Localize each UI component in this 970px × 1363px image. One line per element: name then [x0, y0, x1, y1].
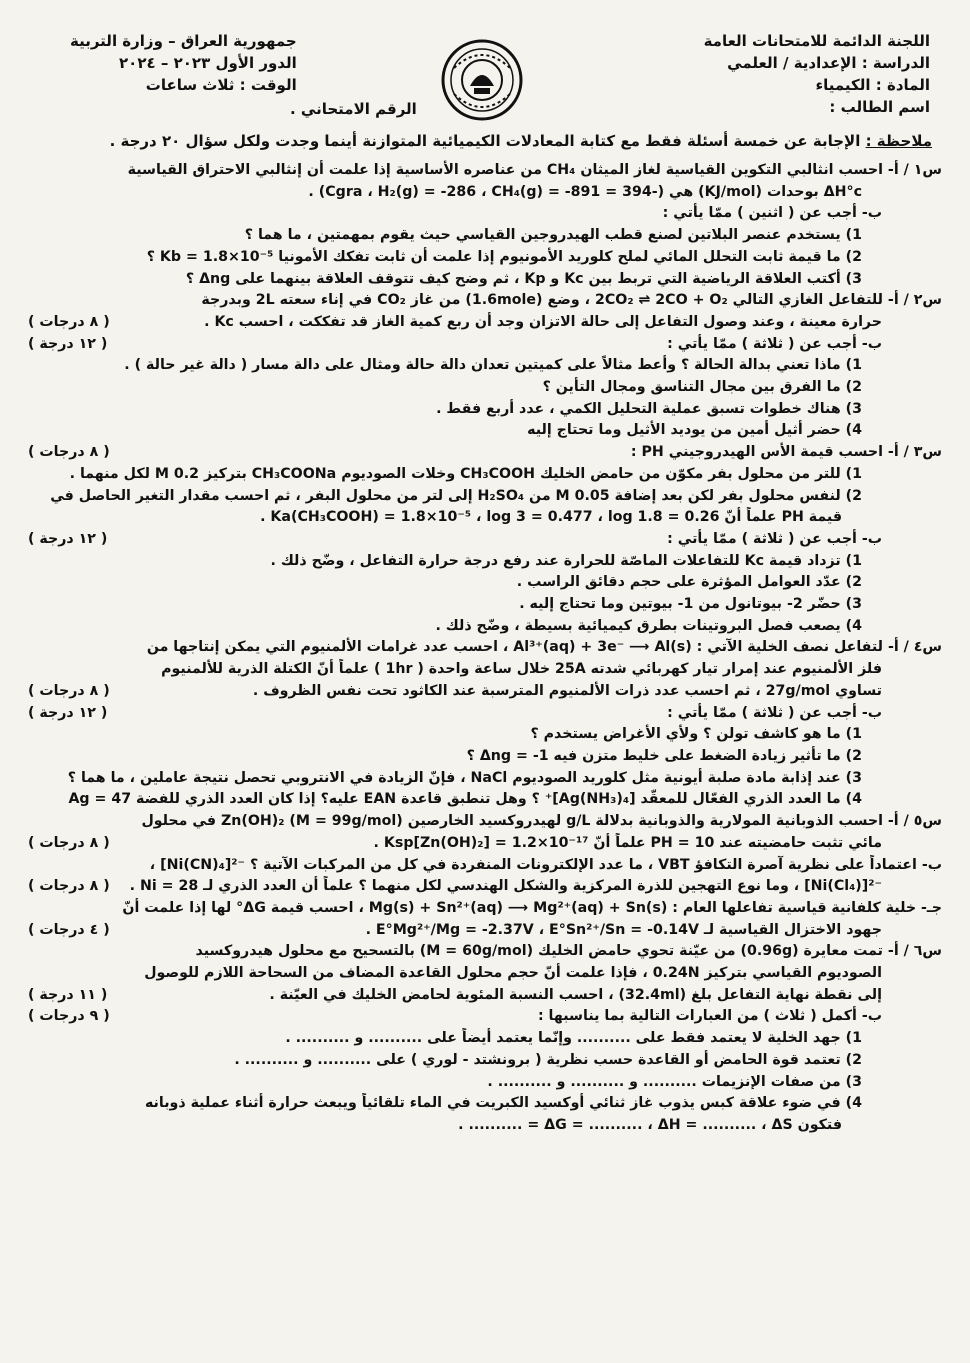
exam-note — [30, 132, 932, 150]
question-text: حرارة معينة ، وعند وصول التفاعل إلى حالة الاتزان وجد أن ربع كمية الغاز قد تفككت ، احسب Kc . — [204, 313, 882, 330]
question-line — [28, 703, 942, 725]
marks-label: ( ٨ درجات ) — [28, 444, 110, 461]
question-text: 3) هناك خطوات تسبق عملية التحليل الكمي ، عدد أربع فقط . — [436, 400, 862, 417]
question-text: فلز الألمنيوم عند إمرار تيار كهربائي شدته 25A خلال ساعة واحدة ( 1hr ) علماً أنّ الكتلة الذرية للألمنيوم — [161, 661, 882, 678]
question-text: 2) ما قيمة ثابت التحلل المائي لملح كلوريد الأمونيوم إذا علمت أن ثابت تفكك الأمونيا Kb = 1.8×10⁻⁵ ؟ — [146, 248, 862, 265]
question-line — [28, 746, 942, 768]
question-line — [28, 681, 942, 703]
question-text: 2) عدّد العوامل المؤثرة على حجم دقائق الراسب . — [516, 574, 862, 591]
question-text: ب- أجب عن ( اثنين ) ممّا يأتي : — [662, 205, 882, 222]
marks-label: ( ٤ درجات ) — [28, 921, 110, 938]
question-line — [28, 594, 942, 616]
marks-label: ( ٨ درجات ) — [28, 313, 110, 330]
question-line — [28, 225, 942, 247]
exam-time: الوقت : ثلاث ساعات — [145, 76, 297, 94]
question-text: 1) جهد الخلية لا يعتمد فقط على .......... وإنّما يعتمد أيضاً على .......... و .......... . — [285, 1030, 862, 1047]
question-text: 4) ما العدد الذري الفعّال للمعقّد [Ag(NH₃)₄]⁺ ؟ وهل تنطبق قاعدة EAN عليه؟ إذا كان العدد الذري للفضة Ag = 47 — [68, 791, 862, 808]
question-line — [28, 334, 942, 356]
question-text: ب- أجب عن ( ثلاثة ) ممّا يأتي : — [667, 530, 882, 547]
question-text: 2) ما تأثير زيادة الضغط على خليط متزن فيه Δng = -1 ؟ — [466, 747, 862, 764]
question-line — [28, 464, 942, 486]
header-left — [70, 30, 297, 96]
question-line — [28, 920, 942, 942]
question-line — [28, 486, 942, 508]
question-line — [28, 1115, 942, 1137]
question-text: 3) أكتب العلاقة الرياضية التي تربط بين Kc و Kp ، ثم وضح كيف تتوقف العلاقة بينهما على Δng ؟ — [185, 270, 862, 287]
question-text: جهود الاختزال القياسية لـ E°Mg²⁺/Mg = -2.37V ، E°Sn²⁺/Sn = -0.14V . — [365, 921, 882, 938]
question-text: ب- أكمل ( ثلاث ) من العبارات التالية بما يناسبها : — [537, 1008, 882, 1025]
question-text: 4) يصعب فصل البروتينات بطرق كيميائية بسيطة ، وضّح ذلك . — [435, 617, 862, 634]
question-text: 1) تزداد قيمة Kc للتفاعلات الماصّة للحرارة عند رفع درجة حرارة التفاعل ، وضّح ذلك . — [270, 552, 862, 569]
question-line — [28, 1072, 942, 1094]
question-text: فتكون ΔG = .......... ، ΔH = .......... ، ΔS = .......... . — [458, 1116, 842, 1133]
question-text: س٣ / أ- احسب قيمة الأس الهيدروجيني PH : — [630, 444, 942, 461]
question-text: قيمة PH علماً أنّ Ka(CH₃COOH) = 1.8×10⁻⁵ ، log 3 = 0.477 ، log 1.8 = 0.26 . — [260, 509, 842, 526]
question-line — [28, 182, 942, 204]
question-line — [28, 399, 942, 421]
study-branch: الدراسة : الإعدادية / العلمي — [727, 54, 930, 72]
subject: المادة : الكيمياء — [815, 76, 930, 94]
marks-label: ( ١١ درجة ) — [28, 986, 108, 1003]
question-line — [28, 855, 942, 877]
marks-label: ( ١٢ درجة ) — [28, 704, 108, 721]
question-text: ب- أجب عن ( ثلاثة ) ممّا يأتي : — [667, 704, 882, 721]
question-text: 1) ماذا تعني بدالة الحالة ؟ وأعط مثالاً على كميتين تعدان دالة حالة ومثال على دالة مسار ( دالة غير حالة ) . — [124, 357, 862, 374]
marks-label: ( ٨ درجات ) — [28, 682, 110, 699]
question-text: س٤ / أ- لتفاعل نصف الخلية الآتي : Al³⁺(aq) + 3e⁻ ⟶ Al(s) ، احسب عدد غرامات الألمنيوم التي يمكن إنتاجها من — [146, 639, 942, 656]
question-line — [28, 876, 942, 898]
question-text: س١ / أ- احسب انثالبي التكوين القياسية لغاز الميثان CH₄ من عناصره الأساسية إذا علمت أن إنثالبي الاحتراق القياسية — [127, 162, 942, 178]
question-line — [28, 572, 942, 594]
question-text: الصوديوم القياسي بتركيز 0.24N ، فإذا علمت أنّ حجم محلول القاعدة المضاف من السحاحة اللازم للوصول — [144, 965, 882, 982]
question-text: ΔH°c بوحدات (KJ/mol) هي (-394 = Cgra ، H₂(g) = -286 ، CH₄(g) = -891) . — [308, 183, 862, 200]
question-line — [28, 507, 942, 529]
question-text: تساوي 27g/mol ، ثم احسب عدد ذرات الألمنيوم المترسبة عند الكاثود تحت نفس الظروف . — [252, 682, 882, 699]
question-line — [28, 833, 942, 855]
seal-icon — [440, 38, 524, 122]
question-line — [28, 898, 942, 920]
header-right — [704, 30, 930, 118]
question-text: 4) في ضوء علاقة كبس يذوب غاز ثنائي أوكسيد الكبريت في الماء تلقائياً ويبعث حرارة أثناء عملية ذوبانه — [144, 1095, 862, 1112]
question-line — [28, 811, 942, 833]
question-text: إلى نقطة نهاية التفاعل بلغ (32.4ml) ، احسب النسبة المئوية لحامض الخليك في العيّنة . — [269, 986, 882, 1003]
exam-number-label: الرقم الامتحاني . — [290, 100, 417, 118]
question-text: 2) ما الفرق بين مجال التناسق ومجال التأين ؟ — [542, 379, 862, 396]
question-line — [28, 160, 942, 182]
question-line — [28, 768, 942, 790]
marks-label: ( ١٢ درجة ) — [28, 530, 108, 547]
questions-body — [28, 160, 942, 1137]
question-text: جـ- خلية كلفانية قياسية تفاعلها العام : Mg(s) + Sn²⁺(aq) ⟶ Mg²⁺(aq) + Sn(s) ، احسب قيمة ΔG° لها إذا علمت أنّ — [122, 899, 942, 916]
question-text: س٢ / أ- للتفاعل الغازي التالي 2CO₂ ⇌ 2CO + O₂ ، وضع (1.6mole) من غاز CO₂ في إناء سعته 2L وبدرجة — [201, 292, 942, 309]
question-text: 1) يستخدم عنصر البلاتين لصنع قطب الهيدروجين القياسي حيث يقوم بمهمتين ، ما هما ؟ — [244, 227, 862, 244]
note-label: ملاحظة : — [865, 132, 932, 150]
question-line — [28, 355, 942, 377]
question-line — [28, 616, 942, 638]
question-line — [28, 724, 942, 746]
question-line — [28, 290, 942, 312]
question-line — [28, 529, 942, 551]
question-text: 2) لنفس محلول بفر لكن بعد إضافة 0.05 M من H₂SO₄ إلى لتر من محلول البفر ، ثم احسب مقدار التغير الحاصل في — [50, 487, 862, 504]
question-line — [28, 269, 942, 291]
question-line — [28, 247, 942, 269]
question-line — [28, 551, 942, 573]
question-line — [28, 637, 942, 659]
question-text: س٦ / أ- تمت معايرة (0.96g) من عيّنة تحوي حامض الخليك (M = 60g/mol) بالتسحيح مع محلول هيدروكسيد — [195, 943, 942, 960]
question-text: 3) عند إذابة مادة صلبة أيونية مثل كلوريد الصوديوم NaCl ، فإنّ الزيادة في الانتروبي تحصل نتيجة عاملين ، ما هما ؟ — [67, 769, 862, 786]
question-text: 4) حضر أثيل أمين من يوديد الأثيل وما تحتاج إليه — [527, 422, 862, 439]
question-line — [28, 1093, 942, 1115]
marks-label: ( ١٢ درجة ) — [28, 335, 108, 352]
question-line — [28, 420, 942, 442]
question-line — [28, 1028, 942, 1050]
committee-name: اللجنة الدائمة للامتحانات العامة — [703, 32, 930, 50]
question-text: س٥ / أ- احسب الذوبانية المولارية والذوبانية بدلالة g/L لهيدروكسيد الخارصين Zn(OH)₂ (M = 99g/mol) في محلول — [141, 813, 942, 830]
question-text: 2) تعتمد قوة الحامض أو القاعدة حسب نظرية ( برونشتد - لوري ) على .......... و .......... . — [234, 1051, 862, 1068]
country-ministry: جمهورية العراق – وزارة التربية — [70, 32, 297, 50]
question-text: 1) للتر من محلول بفر مكوّن من حامض الخليك CH₃COOH وخلات الصوديوم CH₃COONa بتركيز 0.2 M لكل منهما . — [69, 465, 862, 482]
question-line — [28, 963, 942, 985]
question-line — [28, 1006, 942, 1028]
question-line — [28, 377, 942, 399]
student-name-label: اسم الطالب : — [829, 98, 930, 116]
question-line — [28, 659, 942, 681]
question-line — [28, 442, 942, 464]
question-line — [28, 985, 942, 1007]
question-text: ب- اعتماداً على نظرية آصرة التكافؤ VBT ، ما عدد الإلكترونات المنفردة في كل من المركبات الآتية ؟ ⁻²[Ni(CN)₄] ، — [149, 856, 942, 873]
question-line — [28, 789, 942, 811]
question-text: ب- أجب عن ( ثلاثة ) ممّا يأتي : — [667, 335, 882, 352]
question-text: 3) حضّر 2- بيوتانول من 1- بيوتين وما تحتاج إليه . — [519, 596, 862, 613]
marks-label: ( ٨ درجات ) — [28, 878, 110, 895]
exam-round: الدور الأول ٢٠٢٣ – ٢٠٢٤ — [119, 54, 297, 72]
question-text: 1) ما هو كاشف تولن ؟ ولأي الأغراض يستخدم ؟ — [530, 726, 862, 743]
question-text: مائي تثبت حامضيته عند PH = 10 علماً أنّ Ksp[Zn(OH)₂] = 1.2×10⁻¹⁷ . — [373, 834, 882, 851]
question-line — [28, 941, 942, 963]
question-text: ⁻²[Ni(Cl₄)] ، وما نوع التهجين للذرة المركزية والشكل الهندسي لكل منهما ؟ علماً أن العدد الذري لـ Ni = 28 . — [129, 878, 882, 895]
marks-label: ( ٩ درجات ) — [28, 1008, 110, 1025]
question-line — [28, 312, 942, 334]
question-line — [28, 1050, 942, 1072]
note-text: الإجابة عن خمسة أسئلة فقط مع كتابة المعادلات الكيميائية المتوازنة أينما وجدت ولكل سؤال ٢٠ درجة . — [109, 132, 866, 150]
question-line — [28, 203, 942, 225]
marks-label: ( ٨ درجات ) — [28, 834, 110, 851]
question-text: 3) من صفات الإنزيمات .......... و .......... و .......... . — [487, 1073, 862, 1090]
